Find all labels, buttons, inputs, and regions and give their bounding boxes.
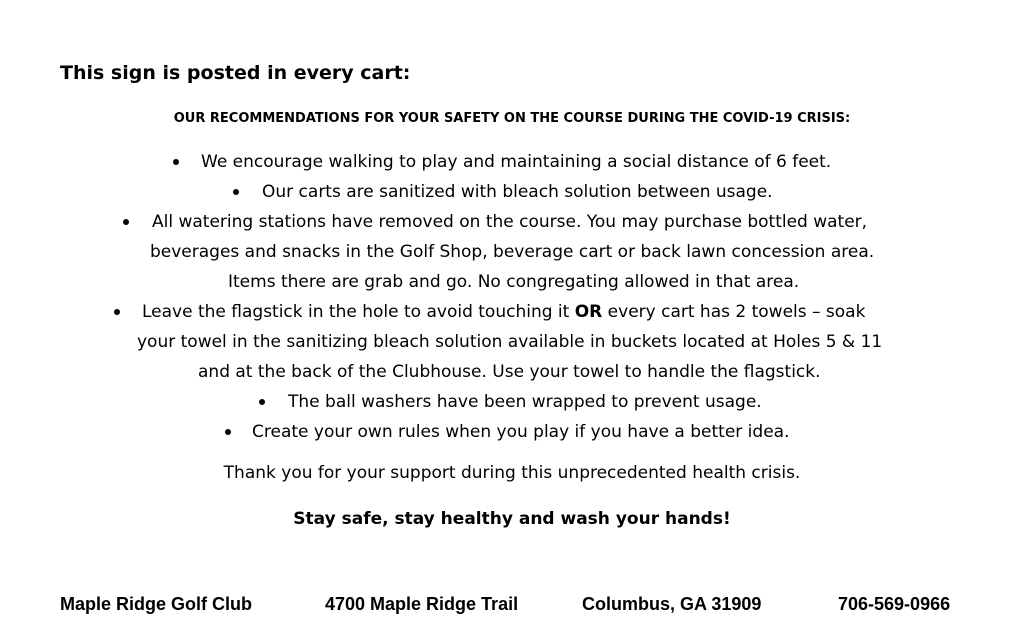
footer-phone: 706-569-0966: [838, 594, 951, 614]
recommendation-text: and at the back of the Clubhouse. Use your towel to handle the flagstick.: [198, 362, 821, 382]
sign-heading: This sign is posted in every cart:: [60, 62, 411, 84]
bullet-icon: [114, 309, 120, 315]
recommendation-text: Our carts are sanitized with bleach solution between usage.: [262, 182, 773, 202]
footer-city: Columbus, GA 31909: [582, 594, 762, 614]
bullet-icon: [225, 429, 231, 435]
footer-club-name: Maple Ridge Golf Club: [60, 594, 252, 614]
recommendation-text-start: Leave the flagstick in the hole to avoid touching it: [142, 302, 575, 322]
recommendation-text: Create your own rules when you play if you have a better idea.: [252, 422, 790, 442]
recommendation-text: Items there are grab and go. No congregating allowed in that area.: [228, 272, 800, 292]
recommendation-text: All watering stations have removed on the course. You may purchase bottled water,: [152, 212, 868, 232]
recommendation-text-emphasis: OR: [574, 302, 603, 322]
bullet-icon: [259, 399, 265, 405]
recommendation-text: beverages and snacks in the Golf Shop, beverage cart or back lawn concession area.: [150, 242, 875, 262]
bullet-icon: [173, 159, 179, 165]
recommendations-heading: OUR RECOMMENDATIONS FOR YOUR SAFETY ON THE COURSE DURING THE COVID-19 CRISIS:: [173, 111, 851, 126]
thank-you-note: Thank you for your support during this unprecedented health crisis.: [223, 463, 801, 483]
bullet-icon: [233, 189, 239, 195]
recommendation-text-end: every cart has 2 towels – soak: [602, 302, 866, 322]
footer-address: 4700 Maple Ridge Trail: [325, 594, 519, 614]
recommendation-text: The ball washers have been wrapped to prevent usage.: [288, 392, 762, 412]
bullet-icon: [123, 219, 129, 225]
stay-safe-message: Stay safe, stay healthy and wash your hands!: [293, 509, 731, 529]
recommendation-text: [142, 297, 865, 327]
recommendation-text: We encourage walking to play and maintaining a social distance of 6 feet.: [201, 152, 832, 172]
recommendation-text: your towel in the sanitizing bleach solution available in buckets located at Holes 5 & 11: [137, 332, 883, 352]
